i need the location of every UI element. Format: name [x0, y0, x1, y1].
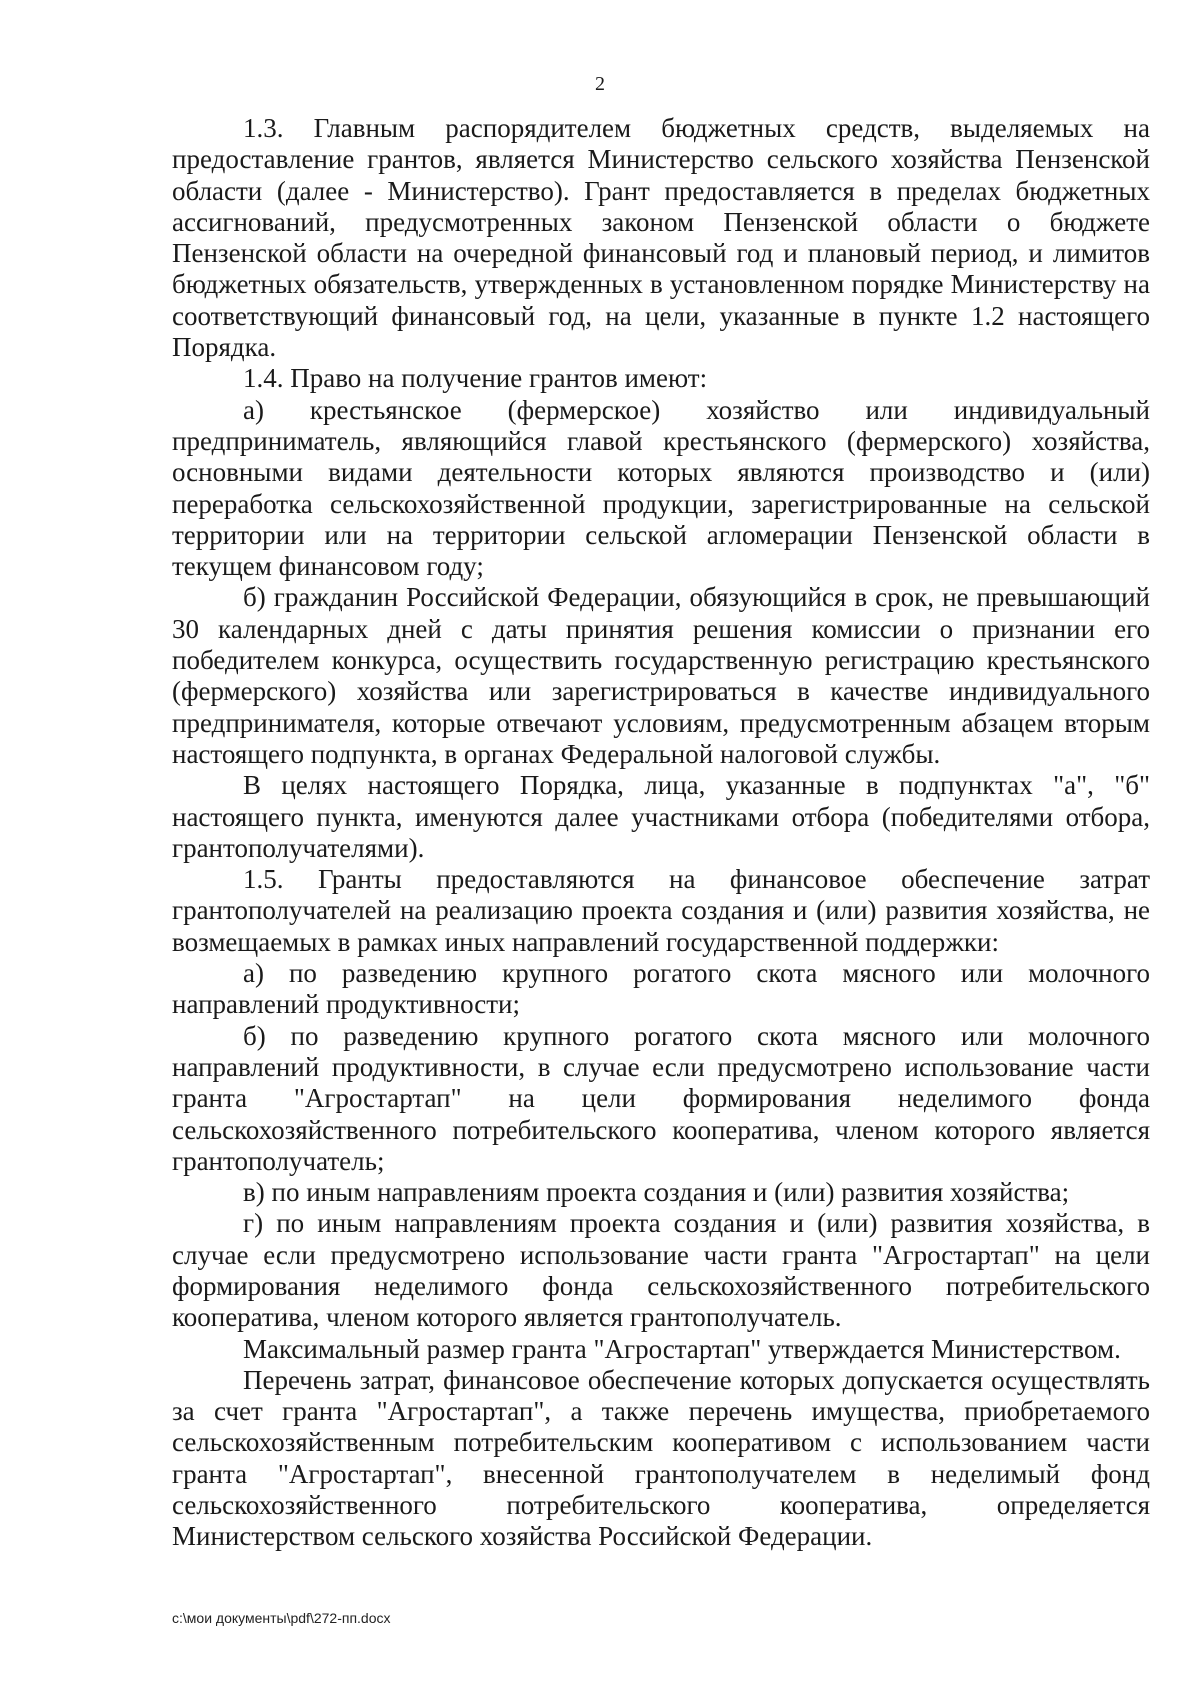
- footer-file-path: c:\мои документы\pdf\272-пп.docx: [172, 1610, 391, 1626]
- paragraph-1-4-b: б) гражданин Российской Федерации, обязующийся в срок, не превышающий 30 календарных дней с даты принятия решения комиссии о признании его победителем конкурса, осуществить государственную регистрацию крестьянского (фермерского) хозяйства или зарегистрироваться в качестве индивидуального предпринимателя, которые отвечают условиям, предусмотренным абзацем вторым настоящего подпункта, в органах Федеральной налоговой службы.: [172, 582, 1150, 769]
- paragraph-1-5-b: б) по разведению крупного рогатого скота мясного или молочного направлений продуктивности, в случае если предусмотрено использование части гранта "Агростартап" на цели формирования неделимого фонда сельскохозяйственного потребительского кооператива, членом которого является грантополучатель;: [172, 1020, 1150, 1176]
- paragraph-1-4: 1.4. Право на получение грантов имеют:: [243, 363, 708, 394]
- paragraph-1-5-g: г) по иным направлениям проекта создания и (или) развития хозяйства, в случае если предусмотрено использование части гранта "Агростартап" на цели формирования неделимого фонда сельскохозяйственного потребительского кооператива, членом которого является грантополучатель.: [172, 1208, 1150, 1333]
- page-number: 2: [595, 73, 605, 95]
- paragraph-1-5-v: в) по иным направлениям проекта создания и (или) развития хозяйства;: [243, 1177, 1070, 1208]
- paragraph-1-5: 1.5. Гранты предоставляются на финансовое обеспечение затрат грантополучателей на реализацию проекта создания и (или) развития хозяйства, не возмещаемых в рамках иных направлений государственной поддержки:: [172, 864, 1150, 957]
- paragraph-1-3: 1.3. Главным распорядителем бюджетных средств, выделяемых на предоставление грантов, является Министерство сельского хозяйства Пензенской области (далее - Министерство). Грант предоставляется в пределах бюджетных ассигнований, предусмотренных законом Пензенской области о бюджете Пензенской области на очередной финансовый год и плановый период, и лимитов бюджетных обязательств, утвержденных в установленном порядке Министерству на соответствующий финансовый год, на цели, указанные в пункте 1.2 настоящего Порядка.: [172, 113, 1150, 363]
- document-body: [172, 113, 1150, 1553]
- paragraph-1-4-definitions: В целях настоящего Порядка, лица, указанные в подпунктах "а", "б" настоящего пункта, именуются далее участниками отбора (победителями отбора, грантополучателями).: [172, 770, 1150, 863]
- paragraph-cost-list: Перечень затрат, финансовое обеспечение которых допускается осуществлять за счет гранта "Агростартап", а также перечень имущества, приобретаемого сельскохозяйственным потребительским кооперативом с использованием части гранта "Агростартап", внесенной грантополучателем в неделимый фонд сельскохозяйственного потребительского кооператива, определяется Министерством сельского хозяйства Российской Федерации.: [172, 1364, 1150, 1552]
- paragraph-1-4-a: а) крестьянское (фермерское) хозяйство или индивидуальный предприниматель, являющийся главой крестьянского (фермерского) хозяйства, основными видами деятельности которых являются производство и (или) переработка сельскохозяйственной продукции, зарегистрированные на сельской территории или на территории сельской агломерации Пензенской области в текущем финансовом году;: [172, 394, 1150, 582]
- paragraph-1-5-a: а) по разведению крупного рогатого скота мясного или молочного направлений продуктивности;: [172, 958, 1150, 1020]
- paragraph-max-grant: Максимальный размер гранта "Агростартап" утверждается Министерством.: [243, 1333, 1121, 1364]
